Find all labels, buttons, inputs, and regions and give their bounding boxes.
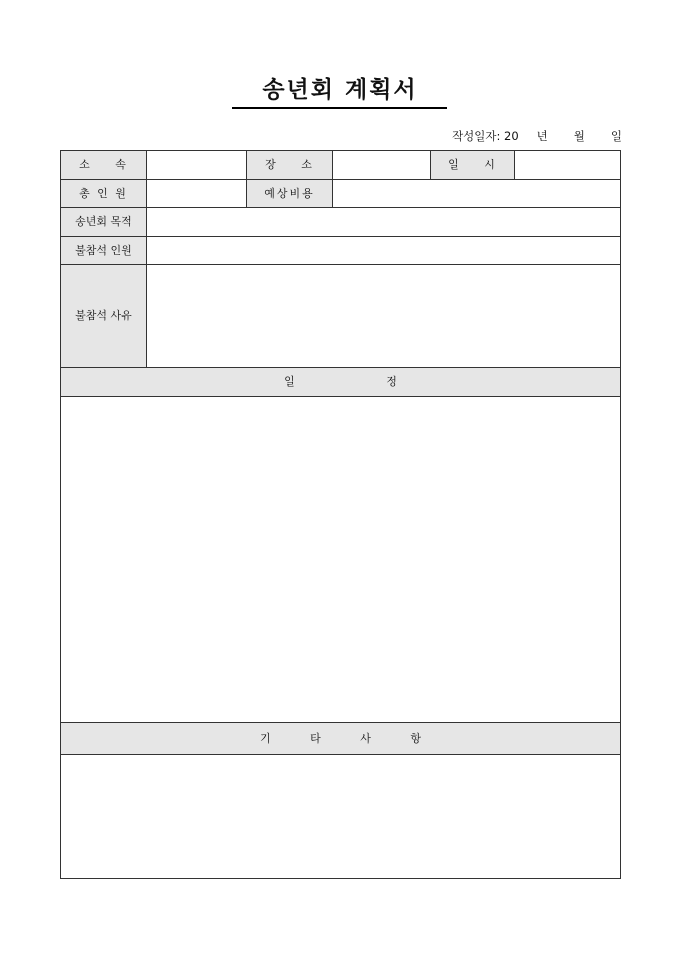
absent-reason-label: 불참석 사유 bbox=[61, 265, 147, 368]
total-people-label: 총 인 원 bbox=[61, 180, 147, 208]
affiliation-field[interactable] bbox=[147, 151, 247, 180]
table-row bbox=[61, 208, 621, 237]
other-notes-header: 기 타 사 항 bbox=[61, 723, 621, 755]
datetime-label: 일 시 bbox=[431, 151, 515, 180]
year-unit: 년 bbox=[536, 129, 548, 143]
plan-form-table bbox=[60, 150, 621, 879]
date-label: 작성일자: 20 bbox=[452, 129, 519, 143]
purpose-field[interactable] bbox=[147, 208, 621, 237]
absent-people-label: 불참석 인원 bbox=[61, 237, 147, 265]
table-row bbox=[61, 368, 621, 397]
table-row bbox=[61, 755, 621, 879]
schedule-field[interactable] bbox=[61, 397, 621, 723]
table-row bbox=[61, 237, 621, 265]
total-people-field[interactable] bbox=[147, 180, 247, 208]
place-field[interactable] bbox=[333, 151, 431, 180]
budget-field[interactable] bbox=[333, 180, 621, 208]
purpose-label: 송년회 목적 bbox=[61, 208, 147, 237]
schedule-header: 일 정 bbox=[61, 368, 621, 397]
page-title: 송년회 계획서 bbox=[262, 76, 418, 103]
other-notes-field[interactable] bbox=[61, 755, 621, 879]
table-row bbox=[61, 151, 621, 180]
absent-people-field[interactable] bbox=[147, 237, 621, 265]
date-line bbox=[452, 129, 622, 143]
title-underline bbox=[232, 107, 447, 109]
table-row bbox=[61, 723, 621, 755]
table-row bbox=[61, 397, 621, 723]
table-row bbox=[61, 265, 621, 368]
table-row bbox=[61, 180, 621, 208]
absent-reason-field[interactable] bbox=[147, 265, 621, 368]
budget-label: 예상비용 bbox=[247, 180, 333, 208]
month-unit: 월 bbox=[573, 129, 585, 143]
affiliation-label: 소 속 bbox=[61, 151, 147, 180]
day-unit: 일 bbox=[610, 129, 622, 143]
place-label: 장 소 bbox=[247, 151, 333, 180]
datetime-field[interactable] bbox=[515, 151, 621, 180]
